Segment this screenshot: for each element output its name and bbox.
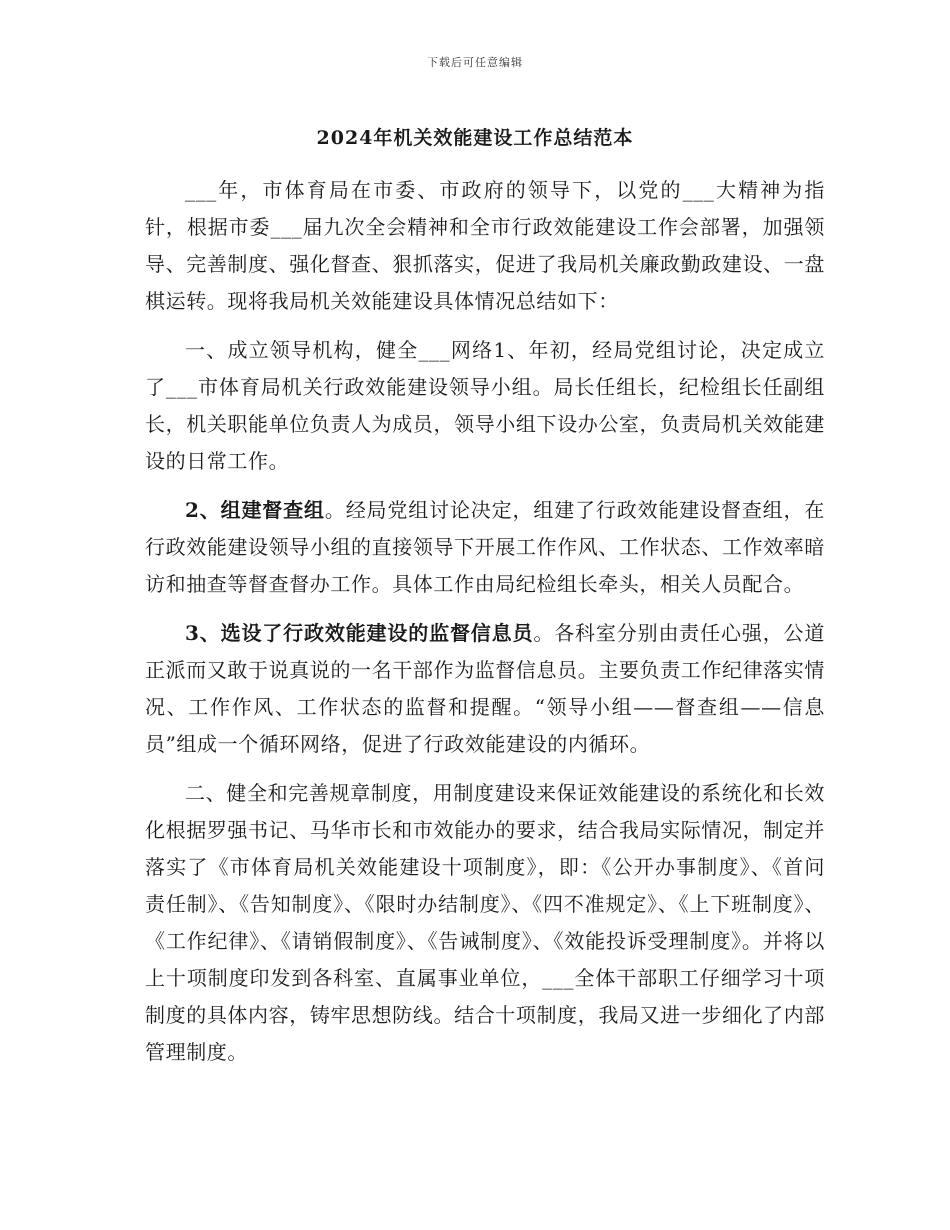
paragraph-section-1 — [145, 332, 825, 480]
paragraph-text: 二、健全和完善规章制度，用制度建设来保证效能建设的系统化和长效化根据罗强书记、马华市长和市效能办的要求，结合我局实际情况，制定并落实了《市体育局机关效能建设十项制度》，即：《公开办事制度》、《首问责任制》、《告知制度》、《限时办结制度》、《四不准规定》、《上下班制度》、《工作纪律》、《请销假制度》、《告诫制度》、《效能投诉受理制度》。并将以上十项制度印发到各科室、直属事业单位，___全体干部职工仔细学习十项制度的具体内容，铸牢思想防线。结合十项制度，我局又进一步细化了内部管理制度。 — [145, 781, 825, 1064]
document-title: 2024年机关效能建设工作总结范本 — [316, 127, 634, 149]
paragraph-info-officers — [145, 615, 825, 763]
paragraph-lead: 2、组建督查组 — [185, 498, 325, 522]
paragraph-section-2 — [145, 775, 825, 1071]
paragraph-text: ___年，市体育局在市委、市政府的领导下，以党的___大精神为指针，根据市委___届九次全会精神和全市行政效能建设工作会部署，加强领导、完善制度、强化督查、狠抓落实，促进了我局机关廉政勤政建设、一盘棋运转。现将我局机关效能建设具体情况总结如下： — [145, 178, 825, 313]
paragraph-supervision-group — [145, 492, 825, 603]
page-header-note: 下载后可任意编辑 — [427, 56, 523, 69]
paragraph-text: 。经局党组讨论决定，组建了行政效能建设督查组，在行政效能建设领导小组的直接领导下开展工作作风、工作状态、工作效率暗访和抽查等督查督办工作。具体工作由局纪检组长牵头，相关人员配合。 — [145, 498, 825, 596]
paragraph-lead: 3、选设了行政效能建设的监督信息员 — [185, 621, 534, 645]
paragraph-text: 一、成立领导机构，健全___网络1、年初，经局党组讨论，决定成立了___市体育局机关行政效能建设领导小组。局长任组长，纪检组长任副组长，机关职能单位负责人为成员，领导小组下设办公室，负责局机关效能建设的日常工作。 — [145, 338, 825, 473]
paragraph-text: 。各科室分别由责任心强，公道正派而又敢于说真说的一名干部作为监督信息员。主要负责工作纪律落实情况、工作作风、工作状态的监督和提醒。“领导小组——督查组——信息员”组成一个循环网络，促进了行政效能建设的内循环。 — [145, 621, 825, 756]
document-body — [145, 172, 825, 1083]
paragraph-intro — [145, 172, 825, 320]
